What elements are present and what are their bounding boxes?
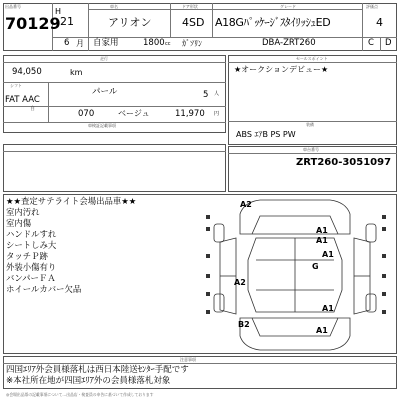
damage-mark: A2	[234, 278, 246, 287]
interior-color: ベージュ	[118, 109, 150, 118]
auction-score: 4	[376, 16, 383, 29]
note-line: 室内汚れ	[6, 207, 40, 217]
note-line: ★★査定サテライト会場出品車★★	[6, 196, 137, 206]
shift-label: シフト	[10, 83, 22, 88]
footer-notes	[6, 365, 189, 387]
shift: FAT AAC	[5, 95, 40, 105]
note-line: 室内傷	[6, 218, 32, 228]
damage-mark: A2	[240, 200, 252, 209]
usage: 自家用	[93, 38, 119, 48]
grade-label: グレード	[280, 4, 296, 9]
car-damage-diagram	[200, 194, 396, 354]
footer-line: ※本社所在地が四国ｴﾘｱ外の会員様落札対象	[6, 376, 171, 386]
footer-line: 四国ｴﾘｱ外会員様落札は西日本陸送ｾﾝﾀｰ手配です	[6, 365, 189, 375]
note-line: シートしみ大	[6, 240, 57, 250]
exterior-grade: D	[385, 38, 392, 48]
mileage: 94,050	[12, 67, 42, 77]
interior-grade: C	[368, 38, 374, 48]
score-label: 評価点	[366, 4, 378, 9]
body-color: パール	[92, 87, 118, 97]
displacement-unit: cc	[165, 41, 171, 47]
mileage-unit: km	[70, 68, 83, 77]
damage-mark: A1	[322, 304, 334, 313]
damage-mark: A1	[316, 226, 328, 235]
damage-mark: B2	[238, 320, 250, 329]
model-year: 21	[60, 15, 74, 28]
doors-label: ドア形状	[182, 4, 198, 9]
lot-label: 出品番号	[5, 4, 21, 9]
prefix-label: 自	[30, 106, 36, 112]
note-line: ホイールカバー欠品	[6, 284, 82, 294]
lot-number: 70129	[5, 14, 61, 33]
note-line: ハンドルすれ	[6, 229, 57, 239]
damage-mark: A1	[316, 326, 328, 335]
door-type: 4SD	[182, 16, 205, 29]
car-model: アリオン	[108, 16, 152, 29]
capacity: 5	[203, 90, 209, 100]
sales-point-text: ★オークションデビュー★	[234, 65, 329, 74]
mileage-label: 走行	[100, 56, 108, 61]
year-era: H	[55, 7, 62, 16]
chassis-model: DBA-ZRT260	[262, 38, 316, 48]
grade: A18GﾊﾟｯｹｰｼﾞｽﾀｲﾘｯｼｭED	[215, 16, 331, 29]
equipment-label: 装備	[306, 122, 314, 127]
model-month: 6	[64, 38, 70, 48]
sales-point-label: セールスポイント	[296, 56, 328, 61]
note-line: バンパーＦＡ	[6, 273, 56, 283]
damage-mark: A1	[316, 236, 328, 245]
weight: 11,970	[175, 109, 205, 119]
damage-mark: G	[312, 262, 319, 271]
equipment-text: ABS ｴｱB PS PW	[236, 130, 296, 139]
inspector-notes	[6, 196, 136, 295]
damage-mark: A1	[322, 250, 334, 259]
model-month-unit: 月	[76, 39, 84, 48]
history-label: 車検証記載事項	[88, 123, 116, 128]
fineprint: ◎会場出品票の記載事項について…出品店・検査員の申告に基づいて作成しております	[6, 392, 154, 397]
displacement: 1800	[143, 38, 165, 48]
note-line: 外装小傷有り	[6, 262, 57, 272]
chassis-number: ZRT260-3051097	[296, 157, 392, 168]
fuel-type: ｶﾞｿﾘﾝ	[182, 39, 202, 48]
chassis-label: 車台番号	[303, 147, 319, 152]
capacity-unit: 人	[214, 91, 220, 97]
model-label: 車名	[110, 4, 118, 9]
color-code: 070	[78, 109, 95, 119]
footer-label: 注意事項	[180, 357, 196, 362]
note-line: タッチＰ跡	[6, 251, 48, 261]
weight-unit: 円	[214, 111, 220, 117]
